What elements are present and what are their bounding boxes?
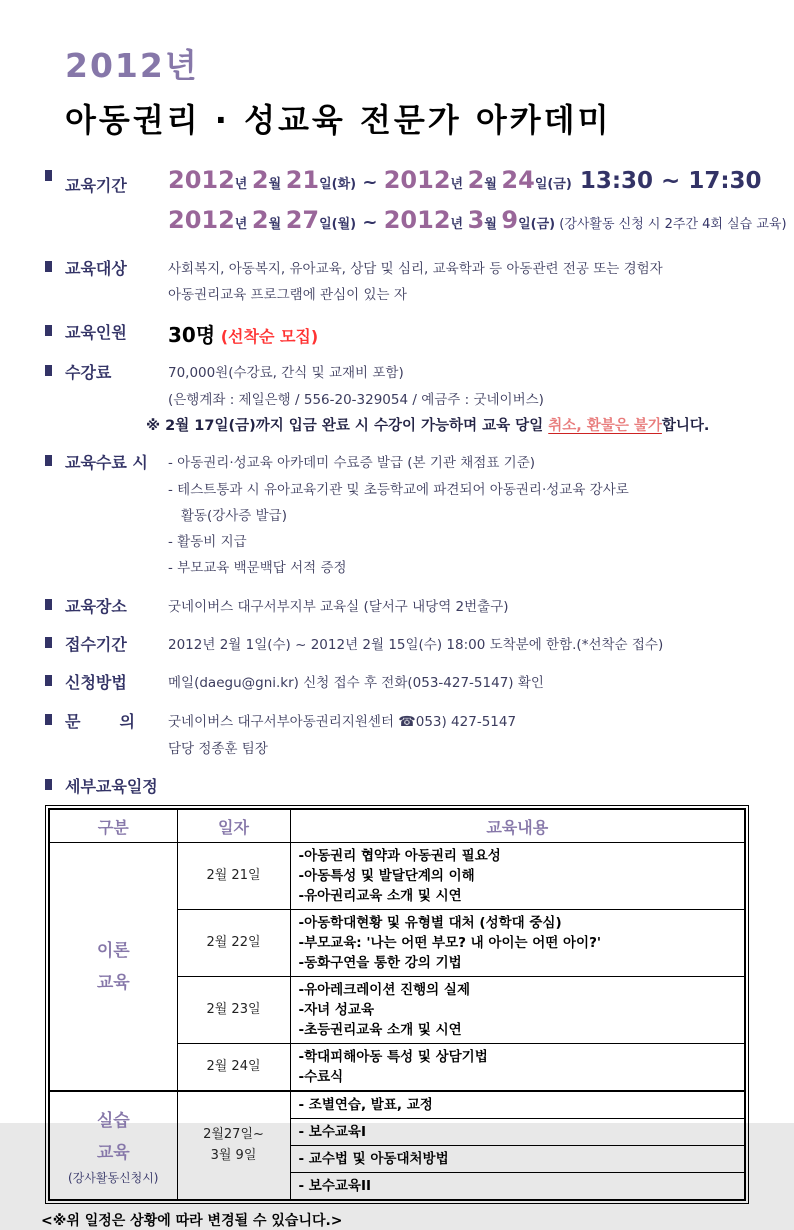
- section-capacity: [45, 320, 749, 348]
- text-segment-num: 2012: [168, 205, 235, 234]
- text-segment-num: 2: [251, 205, 269, 234]
- text-line: - 테스트통과 시 유아교육기관 및 초등학교에 파견되어 아동권리·성교육 강사로: [168, 481, 629, 498]
- text-line: 교육: [96, 1143, 130, 1164]
- content-cell: - 조별연습, 발표, 교정: [290, 1091, 745, 1119]
- section-fee: [45, 360, 749, 438]
- fee-amount: 70,000원(수강료, 간식 및 교재비 포함): [168, 365, 404, 382]
- text-line: 사회복지, 아동복지, 유아교육, 상담 및 심리, 교육학과 등 아동관련 전공 또는 경험자: [168, 260, 663, 277]
- text-line: -부모교육: '나는 어떤 부모? 내 아이는 어떤 아이?': [298, 935, 602, 952]
- main-title: 아동권리 · 성교육 전문가 아카데미: [65, 101, 612, 139]
- text-segment-num: 3: [467, 205, 485, 234]
- date-cell-practice: [177, 1091, 290, 1200]
- text-segment-tilde: ~: [356, 211, 384, 233]
- category-practice-title: [51, 1105, 176, 1170]
- section-label-capacity: 교육인원: [65, 323, 127, 343]
- text-segment-unit: 년: [234, 177, 252, 192]
- table-row: [49, 1091, 745, 1119]
- text-line: -유아레크레이션 진행의 실제: [298, 982, 470, 999]
- capacity-text: [168, 322, 749, 348]
- text-segment-time: 13:30 ~ 17:30: [571, 168, 762, 194]
- square-bullet-icon: [45, 325, 52, 336]
- date-cell: 2월 24일: [177, 1044, 290, 1092]
- date-cell: 2월 22일: [177, 910, 290, 977]
- content-cell: [290, 977, 745, 1044]
- text-line: - 아동권리·성교육 아카데미 수료증 발급 (본 기관 채점표 기준): [168, 455, 536, 472]
- square-bullet-icon: [45, 599, 52, 610]
- contact-center: [168, 709, 749, 736]
- text-line: -아동학대현황 및 유형별 대처 (성학대 중심): [298, 915, 562, 932]
- fee-bank-account: (은행계좌 : 제일은행 / 556-20-329054 / 예금주 : 굿네이버스): [168, 391, 544, 408]
- square-bullet-icon: [45, 637, 52, 648]
- header-date: 일자: [177, 809, 290, 843]
- text-segment-unit: 월: [484, 177, 502, 192]
- text-segment-plain: 053) 427-5147: [415, 713, 517, 730]
- year-title: 2012년: [65, 46, 199, 85]
- text-line: 2월27일~: [203, 1127, 264, 1142]
- text-line: -아동특성 및 발달단계의 이해: [298, 868, 475, 885]
- place-text: 굿네이버스 대구서부지부 교육실 (달서구 내당역 2번출구): [168, 598, 509, 615]
- table-row: [49, 843, 745, 910]
- text-segment-small: (강사활동 신청 시 2주간 4회 실습 교육): [555, 216, 787, 232]
- text-line: -학대피해아동 특성 및 상담기법: [298, 1049, 488, 1066]
- text-line: 활동(강사증 발급): [168, 507, 287, 524]
- section-apply-method: [45, 670, 749, 696]
- text-segment-red-bold: (선착순 모집): [215, 327, 319, 347]
- category-practice-note: (강사활동신청시): [67, 1170, 159, 1185]
- text-segment-num: 2: [251, 166, 269, 194]
- header-category: 구분: [49, 809, 177, 843]
- content-cell: - 보수교육I: [290, 1119, 745, 1146]
- text-segment-note-bold: 합니다.: [661, 418, 710, 434]
- text-line: 실습: [96, 1111, 130, 1132]
- period-line-1: [168, 165, 787, 196]
- content-cell: [290, 910, 745, 977]
- content-cell: - 교수법 및 아동대처방법: [290, 1146, 745, 1173]
- section-target: [45, 256, 749, 309]
- text-line: -유아권리교육 소개 및 시연: [298, 888, 462, 905]
- text-segment-unit: 월: [484, 216, 502, 232]
- text-segment-red-underline: 취소, 환불은 불가: [548, 418, 662, 434]
- text-segment-count: 30명: [168, 323, 216, 348]
- text-segment-unit: 일(금): [534, 177, 572, 192]
- section-completion: [45, 450, 749, 582]
- section-label-apply-period: 접수기간: [65, 635, 127, 655]
- text-line: -동화구연을 통한 강의 기법: [298, 955, 462, 972]
- target-text: [168, 256, 749, 309]
- date-cell: 2월 21일: [177, 843, 290, 910]
- section-label-period: 교육기간: [65, 176, 127, 195]
- section-period: [45, 165, 787, 244]
- text-segment-unit: 일(화): [319, 177, 357, 192]
- text-segment-num: 2: [467, 166, 485, 194]
- section-label-schedule: 세부교육일정: [65, 777, 158, 797]
- text-segment-num: 21: [285, 166, 320, 194]
- contact-person: 담당 정종훈 팀장: [168, 740, 268, 757]
- section-label-target: 교육대상: [65, 258, 127, 278]
- period-line-2: [168, 205, 787, 235]
- text-segment-unit: 일(금): [518, 216, 556, 232]
- apply-period-text: 2012년 2월 1일(수) ~ 2012년 2월 15일(수) 18:00 도착분에 한함.(*선착순 접수): [168, 637, 664, 654]
- category-theory: [49, 843, 177, 1092]
- text-line: 3월 9일: [210, 1147, 257, 1163]
- square-bullet-icon: [45, 170, 52, 181]
- text-segment-num: 24: [501, 166, 535, 194]
- text-line: -초등권리교육 소개 및 시연: [298, 1022, 462, 1039]
- content-cell: [290, 843, 745, 910]
- text-segment-num: 27: [285, 205, 320, 234]
- fee-note: [146, 415, 749, 438]
- square-bullet-icon: [45, 261, 52, 272]
- text-line: -수료식: [298, 1069, 344, 1086]
- section-label-place: 교육장소: [65, 596, 127, 616]
- schedule-footnote: <※위 일정은 상황에 따라 변경될 수 있습니다.>: [41, 1213, 343, 1230]
- text-segment-num: 2012: [383, 166, 451, 194]
- text-line: - 활동비 지급: [168, 534, 247, 551]
- header-content: 교육내용: [290, 809, 745, 843]
- text-line: -자녀 성교육: [298, 1002, 375, 1019]
- square-bullet-icon: [45, 675, 52, 686]
- text-segment-num: 2012: [383, 205, 451, 234]
- section-contact: [45, 709, 749, 763]
- schedule-table-wrapper: [45, 805, 749, 1204]
- text-segment-unit: 일(월): [319, 216, 357, 232]
- text-line: - 부모교육 백문백답 서적 증정: [168, 560, 347, 577]
- date-cell: 2월 23일: [177, 977, 290, 1044]
- section-label-completion: 교육수료 시: [65, 453, 148, 473]
- text-line: 교육: [96, 972, 130, 993]
- text-line: 이론: [96, 940, 130, 961]
- section-label-fee: 수강료: [65, 363, 112, 383]
- text-segment-unit: 년: [450, 177, 468, 192]
- completion-benefits: [168, 450, 749, 582]
- apply-method-text: 메일(daegu@gni.kr) 신청 접수 후 전화(053-427-5147) 확인: [168, 675, 544, 692]
- section-apply-period: [45, 632, 749, 658]
- text-segment-unit: 월: [268, 216, 286, 232]
- text-line: -아동권리 협약과 아동권리 필요성: [298, 848, 501, 865]
- square-bullet-icon: [45, 714, 52, 725]
- text-segment-note-bold: ※ 2월 17일(금)까지 입금 완료 시 수강이 가능하며 교육 당일: [146, 418, 549, 434]
- section-place: [45, 594, 749, 620]
- square-bullet-icon: [45, 779, 52, 790]
- text-segment-unit: 년: [234, 216, 252, 232]
- phone-icon: ☎: [398, 713, 416, 730]
- section-label-apply-method: 신청방법: [65, 673, 127, 693]
- text-segment-unit: 년: [450, 216, 468, 232]
- square-bullet-icon: [45, 365, 52, 376]
- text-segment-unit: 월: [268, 177, 286, 192]
- category-practice: [49, 1091, 177, 1200]
- section-schedule-header: [45, 774, 749, 797]
- text-segment-num: 2012: [168, 166, 235, 194]
- text-line: 아동권리교육 프로그램에 관심이 있는 자: [168, 287, 407, 304]
- schedule-table: [48, 808, 746, 1201]
- square-bullet-icon: [45, 455, 52, 466]
- text-segment-tilde: ~: [356, 172, 384, 193]
- table-header-row: [49, 809, 745, 843]
- content-cell: - 보수교육II: [290, 1173, 745, 1201]
- section-label-contact: 문 의: [65, 711, 135, 731]
- content-cell: [290, 1044, 745, 1092]
- text-segment-num: 9: [501, 205, 519, 234]
- text-segment-plain: 굿네이버스 대구서부아동권리지원센터: [168, 713, 399, 730]
